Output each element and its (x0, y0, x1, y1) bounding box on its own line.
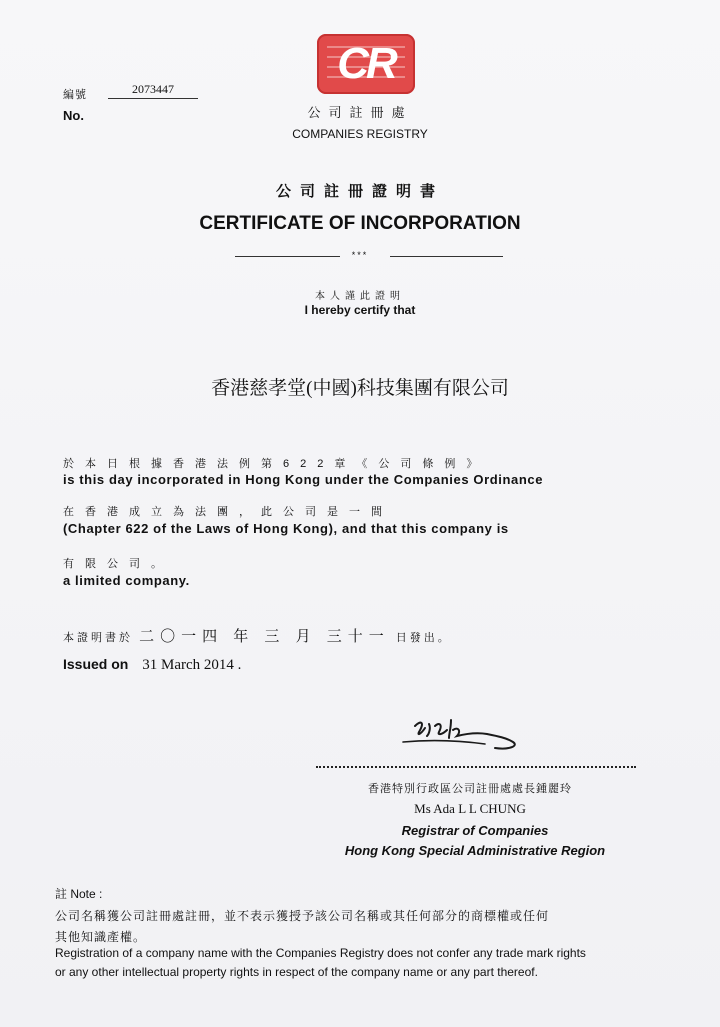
registry-name-en: COMPANIES REGISTRY (292, 127, 428, 141)
body-line3-en: a limited company. (63, 573, 190, 588)
registrar-signature (395, 712, 535, 762)
company-name: 香港慈孝堂(中國)科技集團有限公司 (211, 378, 509, 399)
issue-date-en (63, 656, 241, 674)
note-en-line1: Registration of a company name with the Companies Registry does not confer any trade mark rights (55, 946, 586, 960)
note-zh-line2: 其他知識產權。 (55, 930, 147, 944)
registrar-title-zh: 香港特別行政區公司註冊處處長鍾麗玲 (368, 783, 572, 795)
certificate-number: 2073447 (108, 82, 198, 99)
body-line3-zh: 有限公司。 (63, 558, 173, 570)
signature-dotted-line (316, 766, 636, 768)
registry-name-zh: 公司註冊處 (307, 105, 413, 120)
issue-date-value-zh: 二〇一四 年 三 月 三十一 (139, 628, 390, 645)
number-label-en: No. (63, 108, 84, 123)
certify-text-zh: 本人謹此證明 (315, 291, 405, 302)
registrar-name: Ms Ada L L CHUNG (414, 801, 526, 816)
companies-registry-logo (317, 34, 415, 94)
registrar-region: Hong Kong Special Administrative Region (344, 843, 606, 858)
issue-date-zh (63, 625, 452, 646)
note-label: 註 Note : (55, 887, 103, 901)
divider-left (235, 256, 340, 257)
certify-text-en: I hereby certify that (304, 303, 416, 317)
issue-prefix-zh: 本證明書於 (63, 632, 133, 644)
note-en-line2: or any other intellectual property rights in respect of the company name or any part thereof. (55, 965, 538, 979)
body-line1-en: is this day incorporated in Hong Kong under the Companies Ordinance (63, 472, 544, 487)
issue-label-en: Issued on (63, 656, 129, 672)
certificate-title-en: CERTIFICATE OF INCORPORATION (199, 213, 521, 234)
body-line2-zh: 在香港成立為法團，此公司是一間 (63, 506, 393, 518)
divider-stars: *** (351, 250, 369, 260)
certificate-title-zh: 公司註冊證明書 (275, 183, 444, 200)
issue-suffix-zh: 日發出。 (395, 632, 452, 644)
logo-text: CR (337, 39, 395, 88)
divider-right (390, 256, 503, 257)
number-label-zh: 編號 (63, 89, 87, 101)
registrar-role: Registrar of Companies (401, 823, 549, 838)
body-line2-en: (Chapter 622 of the Laws of Hong Kong), and that this company is (63, 521, 509, 536)
body-line1-zh: 於本日根據香港法例第622章《公司條例》 (63, 458, 489, 470)
issue-date-value-en: 31 March 2014 . (142, 657, 242, 673)
note-zh-line1: 公司名稱獲公司註冊處註冊，並不表示獲授予該公司名稱或其任何部分的商標權或任何 (55, 909, 550, 923)
